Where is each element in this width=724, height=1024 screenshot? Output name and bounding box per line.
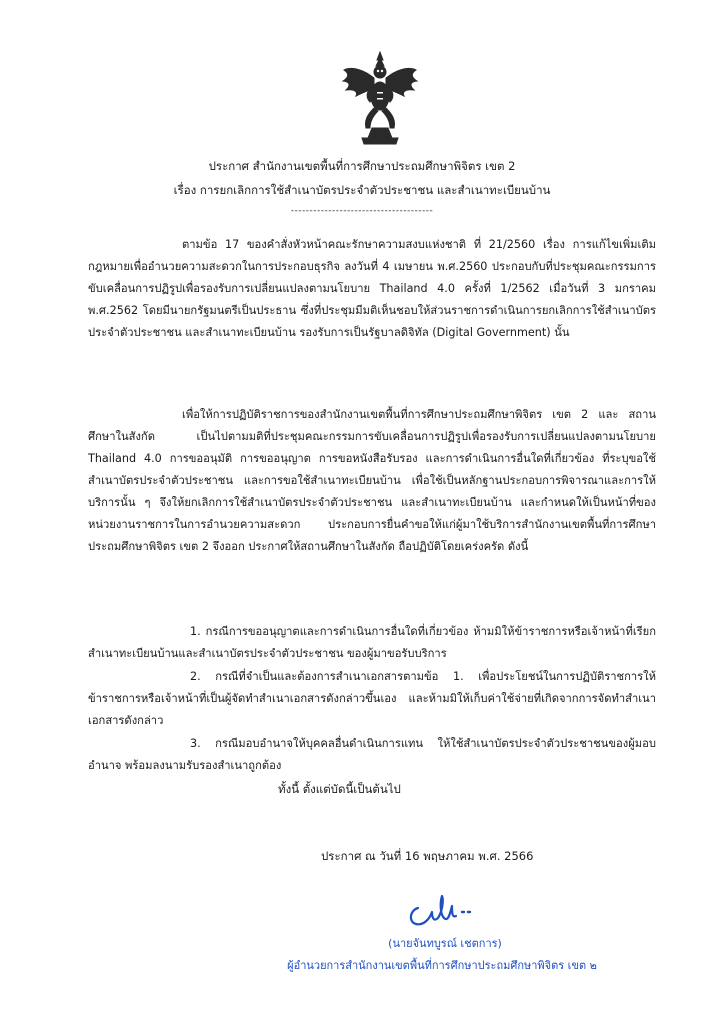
announcement-subject: เรื่อง การยกเลิกการใช้สำเนาบัตรประจำตัวประชาชน และสำเนาทะเบียนบ้าน (173, 183, 551, 197)
signer-title: ผู้อำนวยการสำนักงานเขตพื้นที่การศึกษาประถมศึกษาพิจิตร เขต ๒ (287, 959, 597, 972)
garuda-emblem-icon (340, 48, 420, 148)
paragraph-directive (88, 404, 656, 558)
header-divider: -------------------------------------- (290, 206, 434, 216)
list-item (88, 733, 656, 777)
list-item (88, 666, 656, 732)
list-item-text: 1. กรณีการขออนุญาตและการดำเนินการอื่นใดที่เกี่ยวข้อง ห้ามมิให้ข้าราชการหรือเจ้าหน้าที่เรียกสำเนาทะเบียนบ้านและสำเนาบัตรประจำตัวประชาชน ของผู้มาขอรับบริการ (88, 625, 656, 660)
handwritten-signature (404, 888, 476, 932)
closing-statement: ทั้งนี้ ตั้งแต่บัดนี้เป็นต้นไป (278, 782, 401, 796)
list-item-text: 2. กรณีที่จำเป็นและต้องการสำเนาเอกสารตามข้อ 1. เพื่อประโยชน์ในการปฏิบัติราชการให้ข้าราชการหรือเจ้าหน้าที่เป็นผู้จัดทำสำเนาเอกสารดังกล่าวขึ้นเอง และห้ามมิให้เก็บค่าใช้จ่ายที่เกิดจากการจัดทำสำเนาเอกสารดังกล่าว (88, 670, 656, 727)
announcement-date: ประกาศ ณ วันที่ 16 พฤษภาคม พ.ศ. 2566 (321, 849, 534, 863)
paragraph-directive-text: เพื่อให้การปฏิบัติราชการของสำนักงานเขตพื้นที่การศึกษาประถมศึกษาพิจิตร เขต 2 และ สถานศึกษาในสังกัด เป็นไปตามมติที่ประชุมคณะกรรมการขับเคลื่อนการปฏิรูปเพื่อรองรับการเปลี่ยนแปลงตามนโยบาย Thailand 4.0 การขออนุมัติ การขออนุญาต การขอหนังสือรับรอง และการดำเนินการอื่นใดที่เกี่ยวข้อง ที่ระบุขอใช้สำเนาบัตรประจำตัวประชาชน และการขอใช้สำเนาทะเบียนบ้าน เพื่อใช้เป็นหลักฐานประกอบการพิจารณาและการให้บริการนั้น ๆ จึงให้ยกเลิกการใช้สำเนาบัตรประจำตัวประชาชน และสำเนาทะเบียนบ้าน และกำหนดให้เป็นหน้าที่ของหน่วยงานราชการในการอำนวยความสะดวก ประกอบการยื่นคำขอให้แก่ผู้มาใช้บริการสำนักงานเขตพื้นที่การศึกษาประถมศึกษาพิจิตร เขต 2 จึงออก ประกาศให้สถานศึกษาในสังกัด ถือปฏิบัติโดยเคร่งครัด ดังนี้ (88, 408, 656, 553)
list-item (88, 621, 656, 665)
paragraph-background-text: ตามข้อ 17 ของคำสั่งหัวหน้าคณะรักษาความสงบแห่งชาติ ที่ 21/2560 เรื่อง การแก้ไขเพิ่มเติมกฎหมายเพื่ออำนวยความสะดวกในการประกอบธุรกิจ ลงวันที่ 4 เมษายน พ.ศ.2560 ประกอบกับที่ประชุมคณะกรรมการขับเคลื่อนการปฏิรูปเพื่อรองรับการเปลี่ยนแปลงตามนโยบาย Thailand 4.0 ครั้งที่ 1/2562 เมื่อวันที่ 3 มกราคม พ.ศ.2562 โดยมีนายกรัฐมนตรีเป็นประธาน ซึ่งที่ประชุมมีมติเห็นชอบให้ส่วนราชการดำเนินการยกเลิกการใช้สำเนาบัตรประจำตัวประชาชน และสำเนาทะเบียนบ้าน รองรับการเป็นรัฐบาลดิจิทัล (Digital Government) นั้น (88, 238, 656, 339)
signer-name: (นายจันทบูรณ์ เชตการ) (388, 937, 502, 950)
announcement-heading: ประกาศ สำนักงานเขตพื้นที่การศึกษาประถมศึกษาพิจิตร เขต 2 (208, 159, 516, 173)
list-item-text: 3. กรณีมอบอำนาจให้บุคคลอื่นดำเนินการแทน ให้ใช้สำเนาบัตรประจำตัวประชาชนของผู้มอบอำนาจ พร้อมลงนามรับรองสำเนาถูกต้อง (88, 737, 656, 772)
paragraph-background (88, 234, 656, 344)
